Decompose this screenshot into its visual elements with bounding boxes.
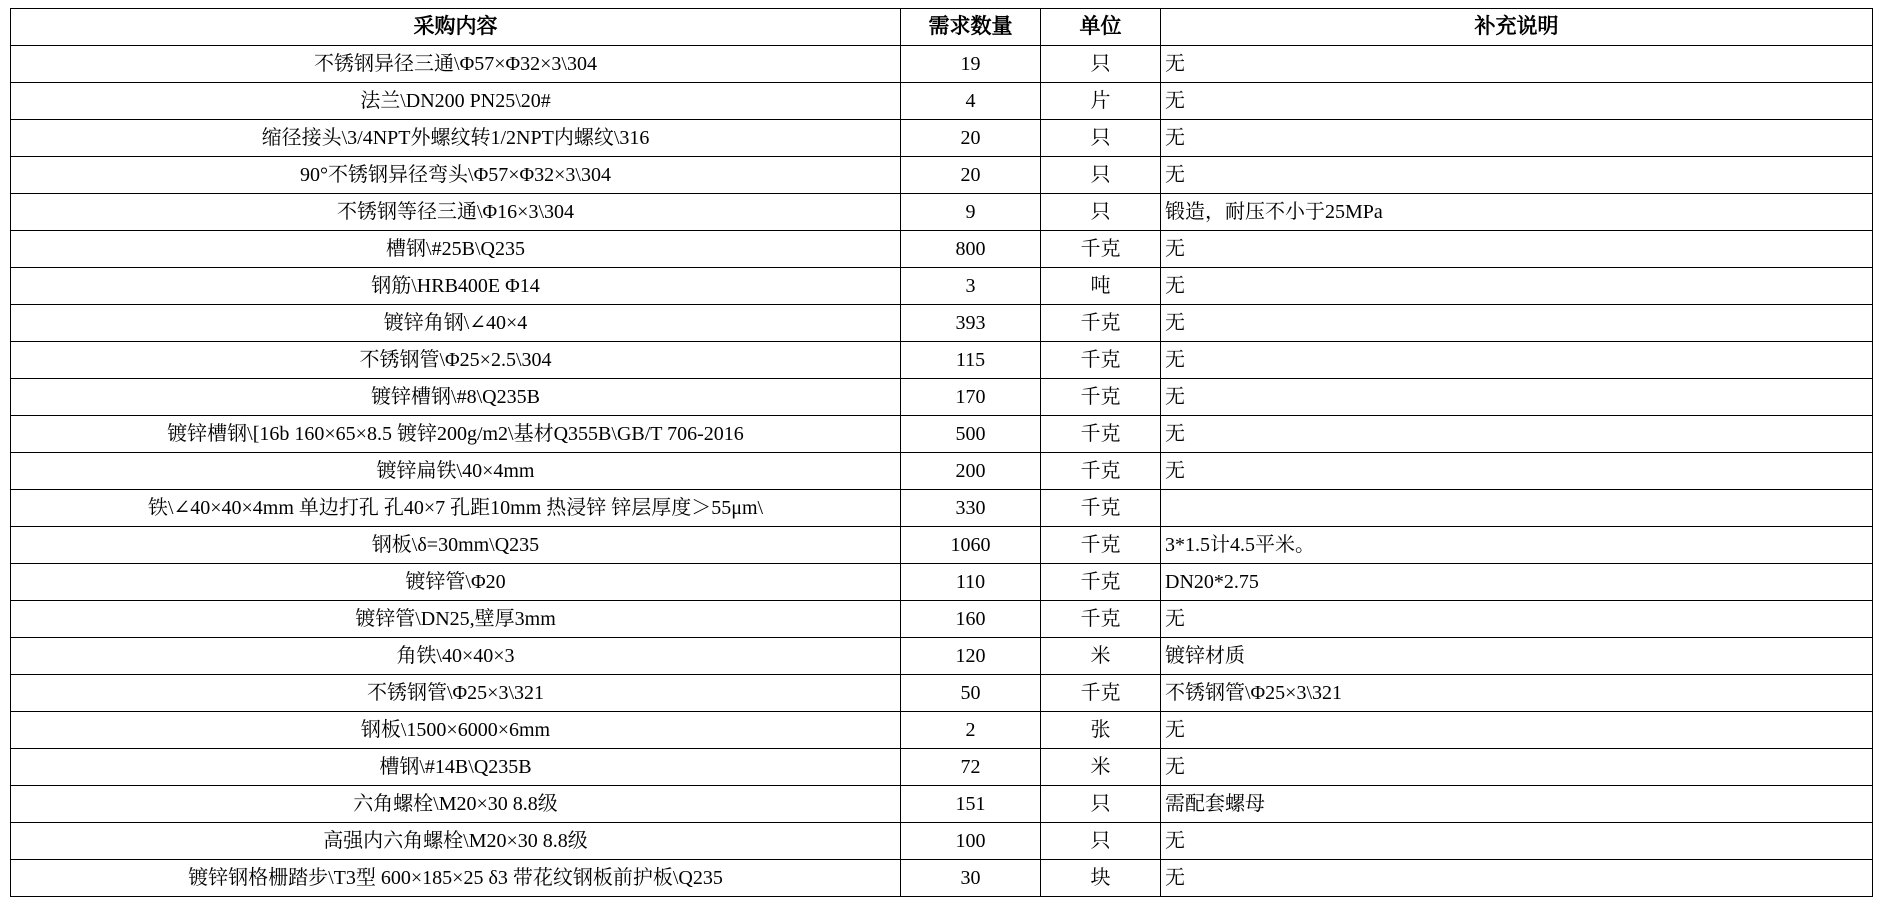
- table-row: [11, 379, 1873, 416]
- column-header-unit: 单位: [1041, 9, 1161, 46]
- cell-note: 无: [1161, 860, 1873, 897]
- cell-unit: 千克: [1041, 342, 1161, 379]
- table-row: [11, 860, 1873, 897]
- cell-note: 锻造，耐压不小于25MPa: [1161, 194, 1873, 231]
- cell-quantity: 19: [901, 46, 1041, 83]
- cell-unit: 千克: [1041, 231, 1161, 268]
- table-body: [11, 46, 1873, 897]
- cell-name: 缩径接头\3/4NPT外螺纹转1/2NPT内螺纹\316: [11, 120, 901, 157]
- cell-quantity: 30: [901, 860, 1041, 897]
- cell-unit: 只: [1041, 120, 1161, 157]
- cell-note: 无: [1161, 749, 1873, 786]
- cell-unit: 片: [1041, 83, 1161, 120]
- table-row: [11, 157, 1873, 194]
- cell-note: 无: [1161, 268, 1873, 305]
- table-row: [11, 194, 1873, 231]
- cell-note: 无: [1161, 46, 1873, 83]
- cell-note: DN20*2.75: [1161, 564, 1873, 601]
- cell-note: 无: [1161, 342, 1873, 379]
- cell-quantity: 393: [901, 305, 1041, 342]
- cell-quantity: 500: [901, 416, 1041, 453]
- cell-unit: 只: [1041, 823, 1161, 860]
- table-row: [11, 120, 1873, 157]
- cell-unit: 千克: [1041, 305, 1161, 342]
- cell-quantity: 170: [901, 379, 1041, 416]
- cell-unit: 块: [1041, 860, 1161, 897]
- table-row: [11, 453, 1873, 490]
- column-header-quantity: 需求数量: [901, 9, 1041, 46]
- cell-name: 镀锌角钢\∠40×4: [11, 305, 901, 342]
- cell-quantity: 110: [901, 564, 1041, 601]
- cell-note: 无: [1161, 453, 1873, 490]
- column-header-note: 补充说明: [1161, 9, 1873, 46]
- table-row: [11, 601, 1873, 638]
- cell-quantity: 3: [901, 268, 1041, 305]
- table-row: [11, 268, 1873, 305]
- table-row: [11, 342, 1873, 379]
- cell-note: 无: [1161, 83, 1873, 120]
- cell-note: 无: [1161, 157, 1873, 194]
- table-row: [11, 823, 1873, 860]
- table-row: [11, 638, 1873, 675]
- cell-unit: 只: [1041, 46, 1161, 83]
- cell-unit: 张: [1041, 712, 1161, 749]
- table-row: [11, 305, 1873, 342]
- cell-note: 无: [1161, 305, 1873, 342]
- cell-quantity: 9: [901, 194, 1041, 231]
- table-row: [11, 46, 1873, 83]
- cell-name: 钢板\1500×6000×6mm: [11, 712, 901, 749]
- cell-quantity: 1060: [901, 527, 1041, 564]
- table-row: [11, 675, 1873, 712]
- cell-name: 镀锌扁铁\40×4mm: [11, 453, 901, 490]
- cell-name: 镀锌钢格栅踏步\T3型 600×185×25 δ3 带花纹钢板前护板\Q235: [11, 860, 901, 897]
- cell-name: 钢筋\HRB400E Φ14: [11, 268, 901, 305]
- cell-name: 不锈钢管\Φ25×2.5\304: [11, 342, 901, 379]
- cell-note: 3*1.5计4.5平米。: [1161, 527, 1873, 564]
- cell-note: [1161, 490, 1873, 527]
- table-row: [11, 786, 1873, 823]
- cell-name: 镀锌管\Φ20: [11, 564, 901, 601]
- cell-unit: 米: [1041, 749, 1161, 786]
- cell-name: 槽钢\#25B\Q235: [11, 231, 901, 268]
- cell-name: 镀锌槽钢\[16b 160×65×8.5 镀锌200g/m2\基材Q355B\GB/T 706-2016: [11, 416, 901, 453]
- cell-quantity: 20: [901, 120, 1041, 157]
- cell-unit: 米: [1041, 638, 1161, 675]
- cell-quantity: 151: [901, 786, 1041, 823]
- table-row: [11, 490, 1873, 527]
- cell-note: 需配套螺母: [1161, 786, 1873, 823]
- cell-name: 不锈钢异径三通\Φ57×Φ32×3\304: [11, 46, 901, 83]
- cell-note: 无: [1161, 601, 1873, 638]
- cell-name: 镀锌管\DN25,壁厚3mm: [11, 601, 901, 638]
- cell-name: 法兰\DN200 PN25\20#: [11, 83, 901, 120]
- procurement-table: [10, 8, 1873, 897]
- cell-unit: 只: [1041, 194, 1161, 231]
- table-header: [11, 9, 1873, 46]
- cell-name: 钢板\δ=30mm\Q235: [11, 527, 901, 564]
- table-header-row: [11, 9, 1873, 46]
- cell-quantity: 2: [901, 712, 1041, 749]
- cell-note: 无: [1161, 823, 1873, 860]
- cell-unit: 千克: [1041, 416, 1161, 453]
- cell-unit: 千克: [1041, 675, 1161, 712]
- table-row: [11, 564, 1873, 601]
- cell-unit: 只: [1041, 157, 1161, 194]
- cell-quantity: 120: [901, 638, 1041, 675]
- cell-unit: 吨: [1041, 268, 1161, 305]
- cell-name: 槽钢\#14B\Q235B: [11, 749, 901, 786]
- cell-note: 无: [1161, 231, 1873, 268]
- cell-unit: 只: [1041, 786, 1161, 823]
- cell-unit: 千克: [1041, 601, 1161, 638]
- cell-name: 90°不锈钢异径弯头\Φ57×Φ32×3\304: [11, 157, 901, 194]
- cell-unit: 千克: [1041, 453, 1161, 490]
- cell-note: 无: [1161, 712, 1873, 749]
- cell-name: 铁\∠40×40×4mm 单边打孔 孔40×7 孔距10mm 热浸锌 锌层厚度＞55μm\: [11, 490, 901, 527]
- cell-quantity: 330: [901, 490, 1041, 527]
- cell-unit: 千克: [1041, 564, 1161, 601]
- cell-quantity: 115: [901, 342, 1041, 379]
- cell-quantity: 160: [901, 601, 1041, 638]
- cell-unit: 千克: [1041, 490, 1161, 527]
- cell-quantity: 50: [901, 675, 1041, 712]
- cell-name: 六角螺栓\M20×30 8.8级: [11, 786, 901, 823]
- cell-note: 无: [1161, 379, 1873, 416]
- table-row: [11, 231, 1873, 268]
- cell-unit: 千克: [1041, 527, 1161, 564]
- cell-name: 不锈钢管\Φ25×3\321: [11, 675, 901, 712]
- cell-note: 镀锌材质: [1161, 638, 1873, 675]
- cell-quantity: 4: [901, 83, 1041, 120]
- cell-name: 不锈钢等径三通\Φ16×3\304: [11, 194, 901, 231]
- column-header-name: 采购内容: [11, 9, 901, 46]
- table-row: [11, 712, 1873, 749]
- cell-note: 不锈钢管\Φ25×3\321: [1161, 675, 1873, 712]
- cell-unit: 千克: [1041, 379, 1161, 416]
- procurement-sheet: [10, 8, 1872, 897]
- table-row: [11, 416, 1873, 453]
- cell-quantity: 72: [901, 749, 1041, 786]
- cell-name: 镀锌槽钢\#8\Q235B: [11, 379, 901, 416]
- cell-quantity: 100: [901, 823, 1041, 860]
- cell-note: 无: [1161, 416, 1873, 453]
- cell-quantity: 20: [901, 157, 1041, 194]
- table-row: [11, 83, 1873, 120]
- cell-name: 角铁\40×40×3: [11, 638, 901, 675]
- table-row: [11, 749, 1873, 786]
- cell-quantity: 800: [901, 231, 1041, 268]
- cell-note: 无: [1161, 120, 1873, 157]
- cell-quantity: 200: [901, 453, 1041, 490]
- cell-name: 高强内六角螺栓\M20×30 8.8级: [11, 823, 901, 860]
- table-row: [11, 527, 1873, 564]
